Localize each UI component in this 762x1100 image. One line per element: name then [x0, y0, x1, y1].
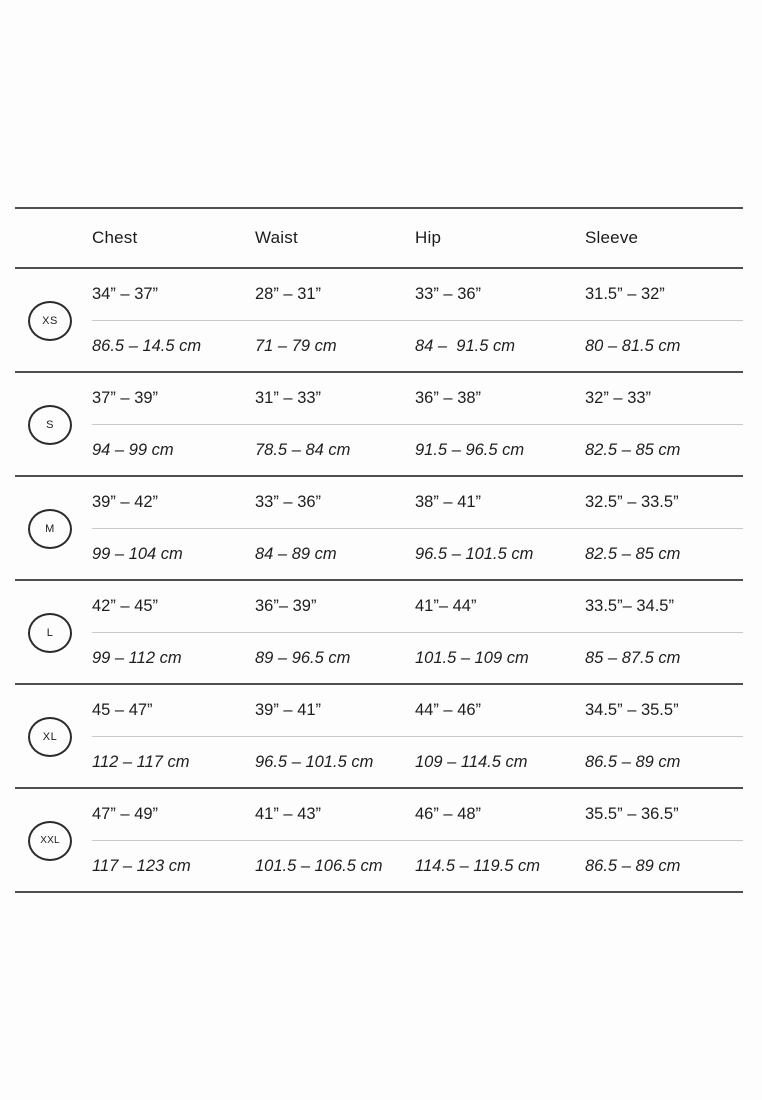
size-badge-l: L	[28, 613, 72, 653]
sleeve-cm: 86.5 – 89 cm	[585, 753, 681, 771]
hip-inches: 44” – 46”	[415, 701, 482, 719]
column-header-chest: Chest	[92, 228, 138, 247]
cm-row	[92, 529, 743, 580]
sleeve-cm: 80 – 81.5 cm	[585, 337, 681, 355]
hip-cm: 91.5 – 96.5 cm	[415, 441, 525, 459]
sleeve-inches: 34.5” – 35.5”	[585, 701, 679, 719]
size-chart-table	[15, 207, 743, 893]
size-badge-cell	[15, 269, 92, 372]
sleeve-cm: 85 – 87.5 cm	[585, 649, 681, 667]
inches-row	[92, 373, 743, 424]
size-badge-xs: XS	[28, 301, 72, 341]
measures	[92, 581, 743, 684]
cm-row	[92, 841, 743, 892]
waist-inches: 41” – 43”	[255, 805, 322, 823]
inches-row	[92, 685, 743, 736]
hip-cm: 114.5 – 119.5 cm	[415, 857, 541, 875]
hip-inches: 41”– 44”	[415, 597, 477, 615]
inches-row	[92, 581, 743, 632]
size-badge-xxl: XXL	[28, 821, 72, 861]
column-header-sleeve: Sleeve	[585, 228, 639, 247]
waist-cm: 78.5 – 84 cm	[255, 441, 351, 459]
sleeve-inches: 32” – 33”	[585, 389, 652, 407]
sleeve-cm: 82.5 – 85 cm	[585, 441, 681, 459]
sleeve-inches: 32.5” – 33.5”	[585, 493, 679, 511]
column-header-waist: Waist	[255, 228, 298, 247]
size-badge-cell	[15, 789, 92, 892]
measures	[92, 269, 743, 372]
chest-inches: 45 – 47”	[92, 701, 153, 719]
hip-inches: 36” – 38”	[415, 389, 482, 407]
waist-cm: 84 – 89 cm	[255, 545, 337, 563]
chest-inches: 42” – 45”	[92, 597, 159, 615]
size-badge-cell	[15, 477, 92, 580]
measures	[92, 373, 743, 476]
waist-inches: 33” – 36”	[255, 493, 322, 511]
hip-cm: 101.5 – 109 cm	[415, 649, 529, 667]
sleeve-inches: 35.5” – 36.5”	[585, 805, 679, 823]
waist-cm: 71 – 79 cm	[255, 337, 337, 355]
hip-inches: 33” – 36”	[415, 285, 482, 303]
cm-row	[92, 737, 743, 788]
size-badge-cell	[15, 581, 92, 684]
size-badge-m: M	[28, 509, 72, 549]
chest-cm: 86.5 – 14.5 cm	[92, 337, 202, 355]
measures	[92, 789, 743, 892]
table-row-l	[15, 579, 743, 683]
chest-cm: 99 – 104 cm	[92, 545, 183, 563]
chest-cm: 99 – 112 cm	[92, 649, 182, 667]
cm-row	[92, 633, 743, 684]
chest-inches: 37” – 39”	[92, 389, 159, 407]
chest-cm: 117 – 123 cm	[92, 857, 191, 875]
waist-cm: 101.5 – 106.5 cm	[255, 857, 383, 875]
cm-row	[92, 321, 743, 372]
table-row-xxl	[15, 787, 743, 891]
measures	[92, 685, 743, 788]
waist-inches: 36”– 39”	[255, 597, 317, 615]
inches-row	[92, 789, 743, 840]
sleeve-inches: 33.5”– 34.5”	[585, 597, 674, 615]
inches-row	[92, 477, 743, 528]
sleeve-cm: 86.5 – 89 cm	[585, 857, 681, 875]
size-badge-s: S	[28, 405, 72, 445]
cm-row	[92, 425, 743, 476]
measures	[92, 477, 743, 580]
waist-inches: 39” – 41”	[255, 701, 322, 719]
table-row-m	[15, 475, 743, 579]
table-header-row	[15, 209, 743, 267]
hip-inches: 46” – 48”	[415, 805, 482, 823]
waist-cm: 89 – 96.5 cm	[255, 649, 351, 667]
size-badge-xl: XL	[28, 717, 72, 757]
hip-cm: 96.5 – 101.5 cm	[415, 545, 534, 563]
sleeve-inches: 31.5” – 32”	[585, 285, 665, 303]
chest-inches: 47” – 49”	[92, 805, 159, 823]
chest-inches: 39” – 42”	[92, 493, 159, 511]
size-badge-cell	[15, 685, 92, 788]
waist-inches: 28” – 31”	[255, 285, 322, 303]
chest-cm: 94 – 99 cm	[92, 441, 174, 459]
waist-inches: 31” – 33”	[255, 389, 322, 407]
hip-cm: 109 – 114.5 cm	[415, 753, 528, 771]
chest-inches: 34” – 37”	[92, 285, 159, 303]
sleeve-cm: 82.5 – 85 cm	[585, 545, 681, 563]
size-badge-cell	[15, 373, 92, 476]
column-header-hip: Hip	[415, 228, 442, 247]
table-row-s	[15, 371, 743, 475]
waist-cm: 96.5 – 101.5 cm	[255, 753, 374, 771]
table-row-xs	[15, 267, 743, 371]
inches-row	[92, 269, 743, 320]
table-row-xl	[15, 683, 743, 787]
hip-inches: 38” – 41”	[415, 493, 482, 511]
hip-cm: 84 – 91.5 cm	[415, 337, 515, 355]
chest-cm: 112 – 117 cm	[92, 753, 190, 771]
